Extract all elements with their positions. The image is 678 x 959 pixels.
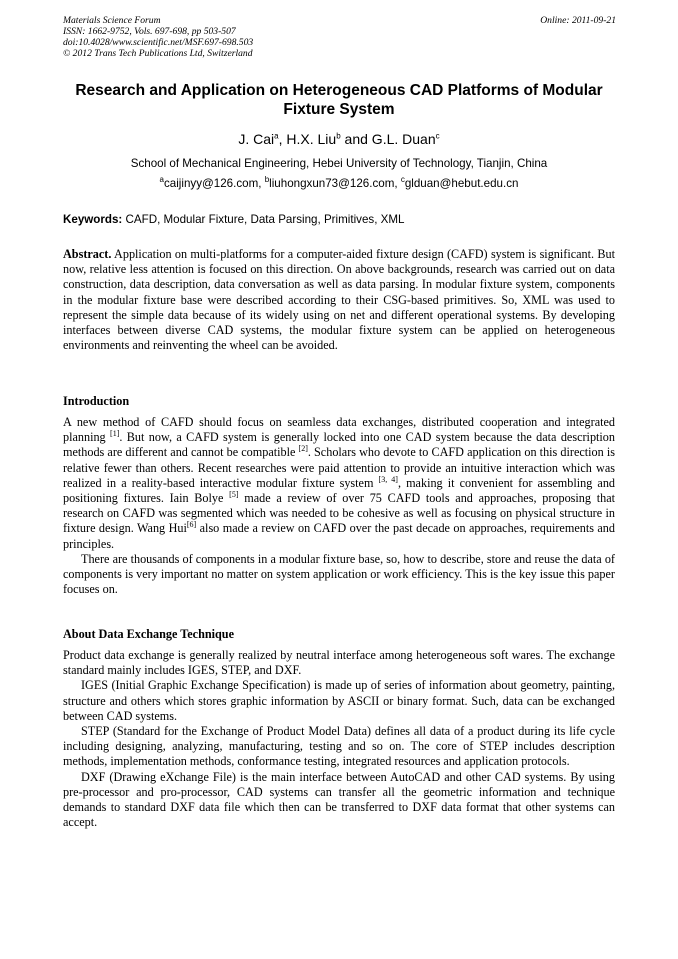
exchange-paragraph-step: STEP (Standard for the Exchange of Product Model Data) defines all data of a product during its life cycle including designing, analyzing, manufacturing, testing and so on. The core of STEP includes description methods, implementation methods, conformance testing, integrated resources and application protocols.	[63, 724, 615, 769]
email-1-sup: a	[159, 175, 164, 185]
exchange-paragraph-1: Product data exchange is generally realized by neutral interface among heterogeneous soft wares. The exchange standard mainly includes IGES, STEP, and DXF.	[63, 648, 615, 678]
emails-line	[0, 177, 678, 191]
email-2-sup: b	[264, 175, 270, 185]
author-1: J. Cai	[238, 131, 275, 147]
introduction-body	[63, 415, 615, 597]
exchange-paragraph-dxf: DXF (Drawing eXchange File) is the main interface between AutoCAD and other CAD systems. By using pre-processor and pro-processor, CAD systems can transfer all the geometric information and technique demands to standard DXF data file which then can be transferred to DXF data format that other systems can accept.	[63, 769, 615, 830]
authors-line	[0, 130, 678, 148]
author-1-sup: a	[274, 131, 279, 141]
abstract-label: Abstract.	[63, 247, 112, 261]
intro-p1-text-2: . But now, a CAFD system is generally locked into one CAD system because the data description methods are different and cannot be compatible	[63, 430, 615, 460]
journal-info	[63, 15, 253, 59]
keywords-label: Keywords:	[63, 213, 123, 226]
keywords-text: CAFD, Modular Fixture, Data Parsing, Primitives, XML	[122, 213, 405, 226]
issn-line: ISSN: 1662-9752, Vols. 697-698, pp 503-507	[63, 26, 236, 37]
email-3-sup: c	[400, 175, 405, 185]
email-1: caijinyy@126.com,	[163, 177, 265, 190]
intro-paragraph-2: There are thousands of components in a modular fixture base, so, how to describe, store and reuse the data of components is very important no matter on system application or work efficiency. This is the key issue this paper focuses on.	[63, 551, 615, 597]
citation-2: [2]	[298, 444, 308, 454]
citation-3: [3, 4]	[378, 474, 398, 484]
doi-line: doi:10.4028/www.scientific.net/MSF.697-698.503	[63, 37, 254, 48]
intro-p1-text-5: made a review of over 75 CAFD tools and approaches, proposing that research on CAFD was segmented which was needed to be cohesive as well as focusing on physical structure in fixture design. Wang Hui	[63, 491, 616, 536]
introduction-heading: Introduction	[63, 394, 130, 408]
email-3: glduan@hebut.edu.cn	[404, 177, 519, 190]
exchange-paragraph-iges: IGES (Initial Graphic Exchange Specification) is made up of series of information about geometry, painting, structure and others which stores graphic information by ASCII or binary format. Such, data can be exchanged between CAD systems.	[63, 678, 615, 723]
intro-p1-text-4: , making it convenient for assembling and positioning fixtures. Iain Bolye	[63, 475, 616, 506]
affiliation: School of Mechanical Engineering, Hebei University of Technology, Tianjin, China	[130, 157, 548, 170]
online-date: Online: 2011-09-21	[540, 15, 616, 26]
data-exchange-heading: About Data Exchange Technique	[63, 627, 234, 641]
keywords-line	[63, 213, 623, 227]
intro-p1-text-1: A new method of CAFD should focus on seamless data exchanges, distributed cooperation and integrated planning	[63, 415, 615, 445]
author-2-sup: b	[336, 131, 341, 141]
author-3: and G.L. Duan	[340, 131, 436, 147]
abstract-text: Application on multi-platforms for a computer-aided fixture design (CAFD) system is significant. But now, relative less attention is focused on this direction. On above backgrounds, research was carried out on data construction, data description, data conversation as well as data parsing. In modular fixture system, components in the modular fixture base were described according to their CSG-based primitives. So, XML was used to represent the simple data because of its widely using on net and different operational systems. By developing interfaces between diverse CAD systems, the modular fixture system can be applied on heterogeneous environments and reinventing the wheel can be avoided.	[63, 247, 615, 353]
citation-5: [6]	[186, 520, 197, 530]
email-2: liuhongxun73@126.com,	[269, 177, 401, 190]
journal-name: Materials Science Forum	[63, 15, 161, 26]
copyright-line: © 2012 Trans Tech Publications Ltd, Switzerland	[63, 48, 253, 59]
paper-title: Research and Application on Heterogeneous CAD Platforms of Modular Fixture System	[75, 82, 603, 118]
intro-paragraph-1	[63, 415, 615, 552]
citation-1: [1]	[110, 429, 120, 439]
abstract	[63, 247, 615, 353]
author-3-sup: c	[435, 131, 440, 141]
citation-4: [5]	[229, 489, 239, 499]
data-exchange-body	[63, 648, 615, 830]
intro-p1-text-6: also made a review on CAFD over the past decade on approaches, requirements and principles.	[63, 521, 615, 551]
intro-p1-text-3: . Scholars who devote to CAFD application on this direction is relative fewer than others. Recent researches were paid attention to provide an intuitive interaction which was realized in a reality-based interactive modular fixture system	[63, 445, 615, 490]
author-2: , H.X. Liu	[278, 131, 337, 147]
